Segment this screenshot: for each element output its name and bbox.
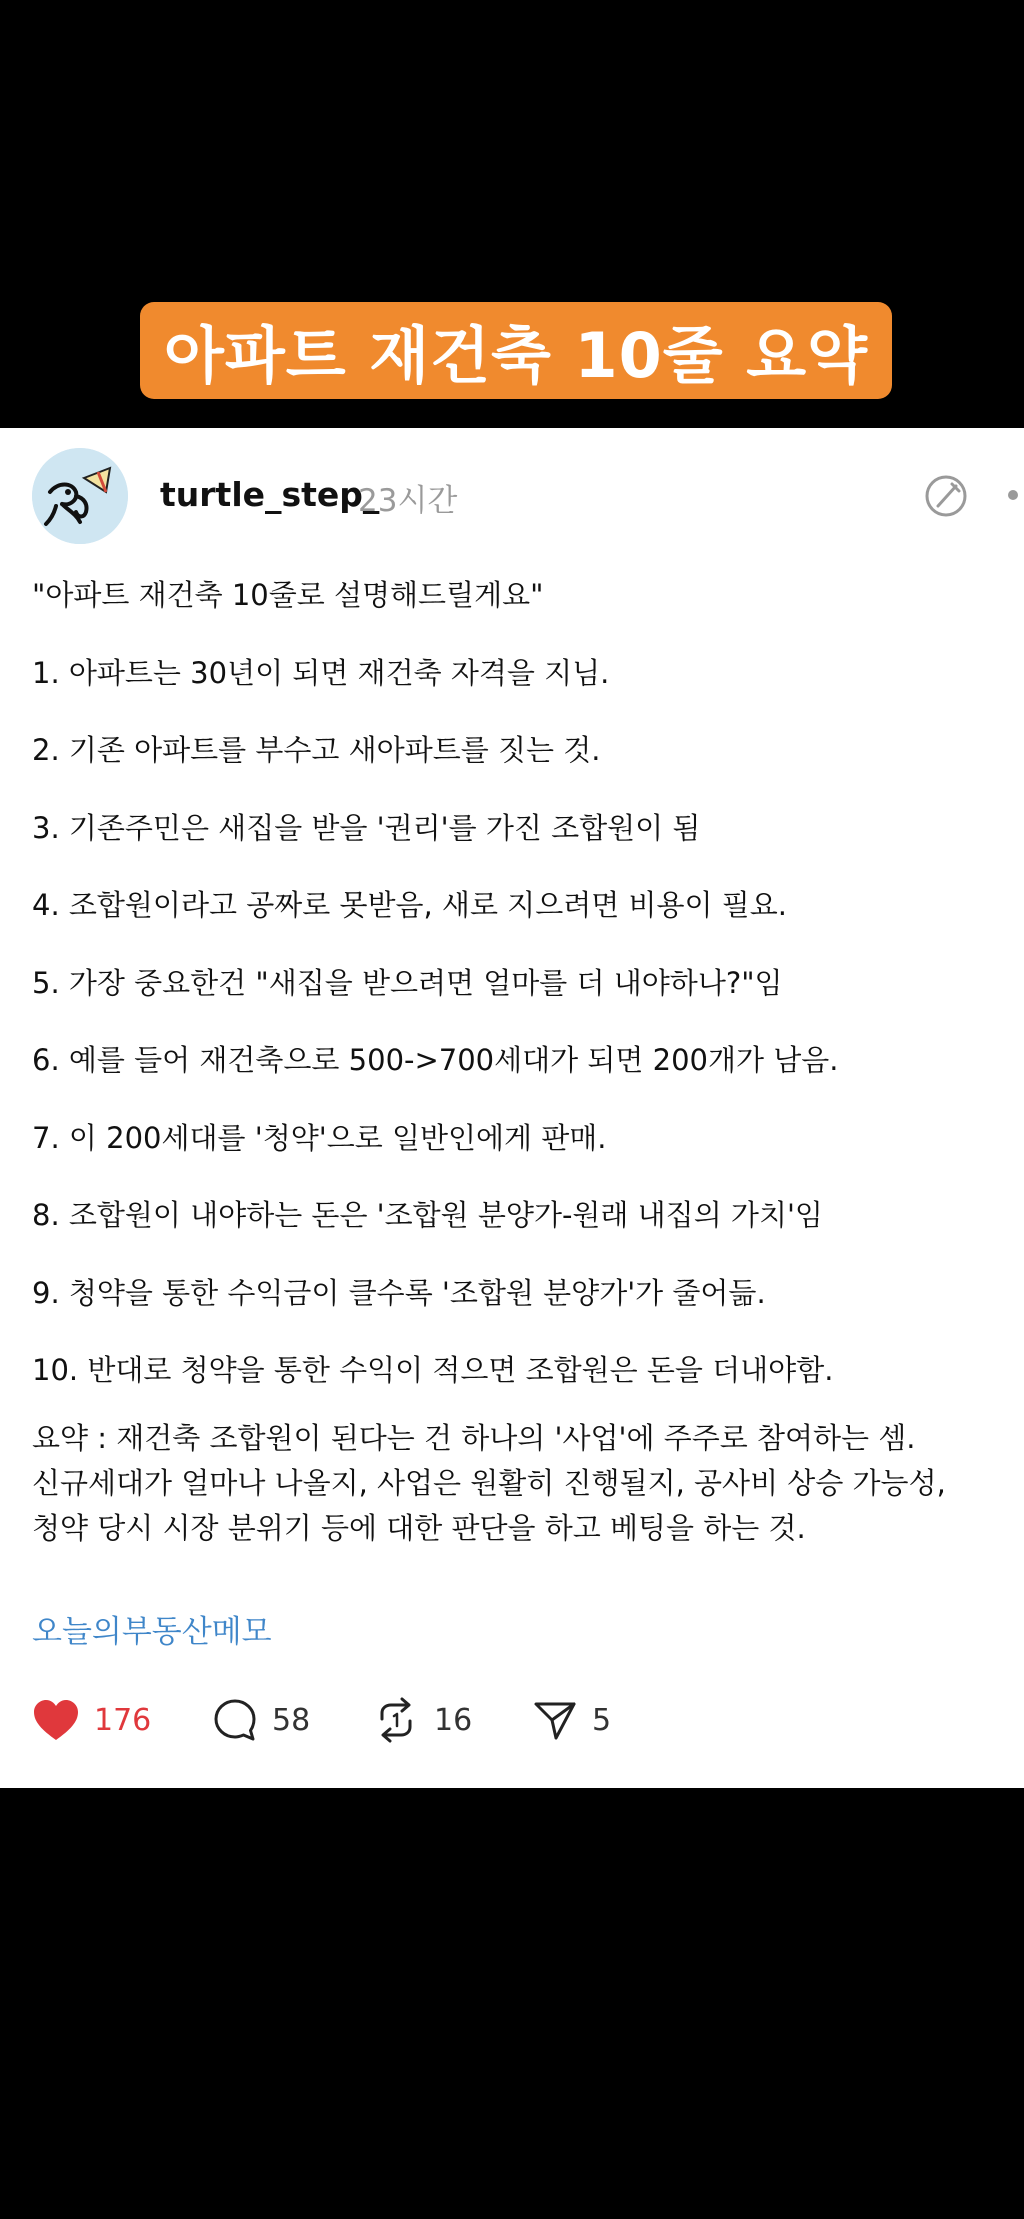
username[interactable]: turtle_step_ — [160, 475, 380, 514]
summary-line: 신규세대가 얼마나 나올지, 사업은 원활히 진행될지, 공사비 상승 가능성, — [32, 1466, 946, 1500]
list-item: 9. 청약을 통한 수익금이 클수록 '조합원 분양가'가 줄어듦. — [32, 1275, 766, 1310]
bottom-black-area — [0, 1788, 1024, 2219]
comment-count: 58 — [272, 1702, 311, 1738]
list-item: 1. 아파트는 30년이 되면 재건축 자격을 지님. — [32, 655, 610, 690]
post-timestamp: 23시간 — [358, 483, 458, 519]
share-button[interactable] — [532, 1694, 611, 1746]
hashtag-link[interactable]: 오늘의부동산메모 — [32, 1614, 272, 1650]
list-item: 7. 이 200세대를 '청약'으로 일반인에게 판매. — [32, 1120, 607, 1155]
summary-line: 요약 : 재건축 조합원이 된다는 건 하나의 '사업'에 주주로 참여하는 셈. — [32, 1421, 916, 1455]
avatar[interactable] — [32, 448, 128, 544]
edit-icon[interactable] — [922, 472, 970, 520]
comment-button[interactable] — [212, 1694, 310, 1746]
more-icon[interactable] — [1008, 490, 1018, 500]
list-item: 2. 기존 아파트를 부수고 새아파트를 짓는 것. — [32, 733, 601, 767]
list-item: 10. 반대로 청약을 통한 수익이 적으면 조합원은 돈을 더내야함. — [32, 1353, 834, 1387]
post-summary — [32, 1416, 1024, 1551]
list-item: 4. 조합원이라고 공짜로 못받음, 새로 지으려면 비용이 필요. — [32, 888, 787, 922]
like-button[interactable] — [32, 1694, 151, 1746]
comment-bubble-icon — [212, 1697, 258, 1743]
list-item: 8. 조합원이 내야하는 돈은 '조합원 분양가-원래 내집의 가치'임 — [32, 1198, 823, 1232]
avatar-drawing-icon — [32, 448, 128, 544]
heart-icon — [32, 1698, 80, 1742]
share-count: 5 — [592, 1702, 612, 1738]
banner-title: 아파트 재건축 10줄 요약 — [163, 319, 869, 392]
repost-button[interactable] — [372, 1694, 472, 1746]
list-item: 6. 예를 들어 재건축으로 500->700세대가 되면 200개가 남음. — [32, 1043, 839, 1077]
summary-line: 청약 당시 시장 분위기 등에 대한 판단을 하고 베팅을 하는 것. — [32, 1511, 806, 1545]
send-icon — [532, 1698, 578, 1742]
like-count: 176 — [94, 1702, 152, 1738]
title-banner — [140, 302, 892, 399]
list-item: 3. 기존주민은 새집을 받을 '권리'를 가진 조합원이 됨 — [32, 810, 701, 845]
repost-count: 16 — [434, 1702, 473, 1738]
list-item: 5. 가장 중요한건 "새집을 받으려면 얼마를 더 내야하나?"임 — [32, 965, 783, 1000]
action-bar — [32, 1694, 992, 1746]
post-card — [0, 428, 1024, 1788]
post-body — [32, 576, 1012, 1429]
repost-icon — [372, 1697, 420, 1743]
post-intro: "아파트 재건축 10줄로 설명해드릴게요" — [32, 578, 544, 612]
